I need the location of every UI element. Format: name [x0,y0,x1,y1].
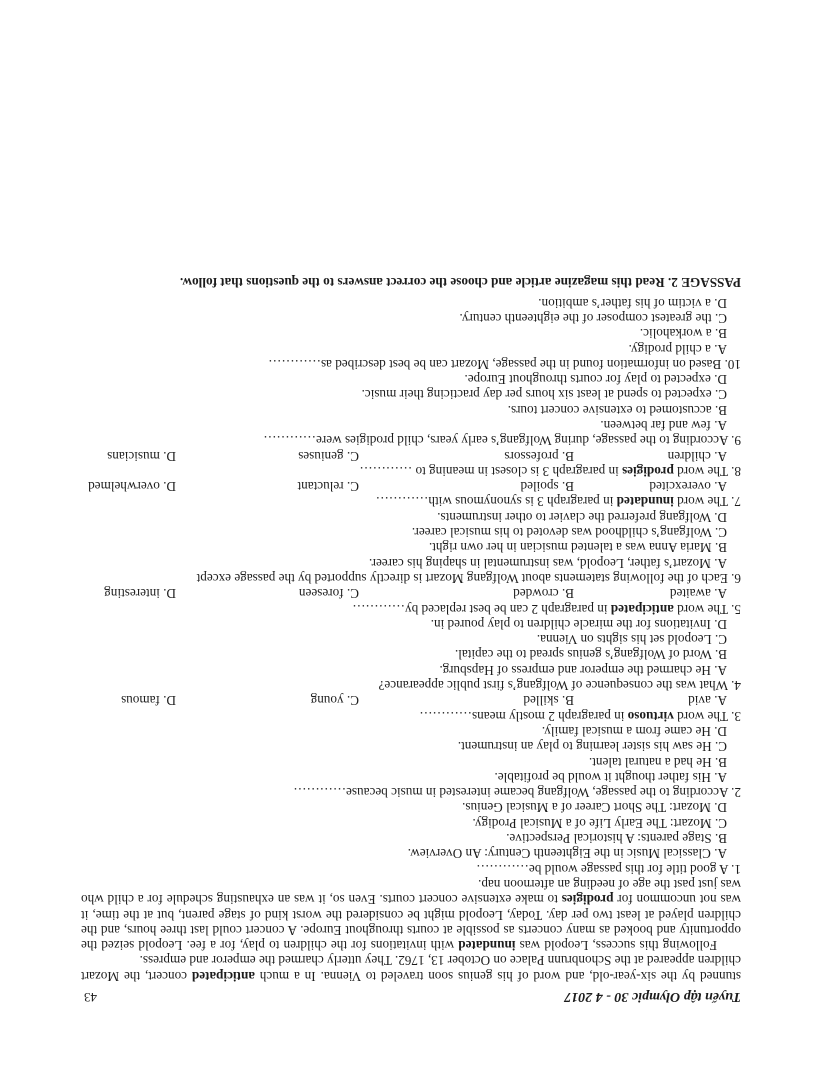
passage2-instruction: PASSAGE 2. Read this magazine article and choose the correct answers to the questions that follow. [179,275,741,291]
answer-option: D. expected to play for courts throughout Europe. [464,372,727,388]
answer-option: C. expected to spend at least six hours per day practicing their music. [361,387,727,403]
answer-option: B. Stage parents: A historical Perspective. [506,831,727,847]
page-content [81,275,741,1004]
question-stem [81,708,741,723]
bold-term: prodigies [561,892,614,908]
question-item [81,693,741,724]
answer-option: B. professors [504,448,574,464]
answer-option: B. a workaholic. [639,326,727,342]
text-run: According to the passage, Wolfgang became interested in music because………… [293,785,729,801]
question-item [81,724,741,800]
text-run: According to the passage, during Wolfgang’s early years, child prodigies were………… [263,433,729,449]
answer-option: B. skilled [523,693,574,709]
answer-option: A. a child prodigy. [628,341,727,357]
question-stem [81,601,741,616]
answer-options-row [81,448,741,463]
answer-option: C. foreseen [298,586,359,602]
answer-option: B. Word of Wolfgang’s genius spread to the capital. [454,647,727,663]
question-list [81,295,741,876]
answer-option: D. Mozart: The Short Career of a Musical Genius. [462,800,727,816]
answer-option: A. overexcited [649,479,727,495]
bold-term: anticipated [191,968,255,984]
answer-option: D. interesting [104,586,176,602]
text-run: Following this success, Leopold was [515,938,717,954]
text-run: The word [673,463,729,479]
question-item [81,372,741,448]
paragraph [81,877,741,953]
page-number: 43 [84,990,97,1005]
question-stem [81,464,741,479]
bold-term: inundated [458,938,516,954]
answer-option: C. geniuses [298,448,359,464]
question-number: 3. [731,708,741,724]
question-item [81,295,741,371]
text-run: What was the consequence of Wolfgang’s first public appearance? [378,678,729,694]
question-item [81,479,741,510]
answer-option: B. Maria Anna was a talented musician in her own right. [428,540,727,556]
answer-option: B. crowded [513,586,574,602]
answer-option: A. Mozart’s father, Leopold, was instrumental in shaping his career. [369,555,727,571]
text-run: in paragraph 2 can be best replaced by………… [352,601,611,617]
answer-option: C. He saw his sister learning to play an instrument. [457,739,727,755]
answer-option: A. awaited [669,586,727,602]
page-header: Tuyển tập Olympic 30 - 4 2017 [564,989,741,1004]
answer-option: D. Invitations for the miracle children to play poured in. [430,616,727,632]
question-number: 7. [731,494,741,510]
text-run: to make extensive concert courts. Even so, it was an exhausting schedule for a child who was just past the age of needing an afternoon nap. [81,876,741,908]
question-stem [81,785,741,800]
question-number: 10. [724,356,741,372]
question-item [81,448,741,479]
answer-option: C. the greatest composer of the eighteenth century. [459,310,727,326]
answer-option: D. famous [121,693,176,709]
answer-option: C. Leopold set his sights on Vienna. [536,632,727,648]
text-run: in paragraph 3 is closest in meaning to ………… [359,463,623,479]
bold-term: prodigies [622,463,674,479]
answer-option: D. overwhelmed [88,479,176,495]
answer-option: B. accustomed to extensive concert tours. [507,402,727,418]
question-number: 4. [731,678,741,694]
passage-body [81,877,741,984]
answer-option: B. He had a natural talent. [588,754,727,770]
text-run: in paragraph 2 mostly means………… [419,708,628,724]
question-stem [81,357,741,372]
question-stem [81,678,741,693]
question-stem [81,571,741,586]
text-run: A good title for this passage would be………… [476,861,729,877]
answer-options-row [81,586,741,601]
bold-term: anticipated [610,601,674,617]
question-stem [81,433,741,448]
answer-options-row [81,479,741,494]
question-item [81,617,741,693]
text-run: stunned by the six-year-old, and word of his genius soon traveled to Vienna. In a much [254,968,741,984]
text-run: in paragraph 3 is synonymous with………… [375,494,617,510]
text-run: Each of the following statements about Wolfgang Mozart is directly supported by the passage except [196,570,728,586]
answer-option: C. Mozart: The Early Life of a Musical Prodigy. [472,815,727,831]
answer-option: A. few and far between. [600,418,727,434]
question-number: 9. [731,433,741,449]
question-item [81,800,741,876]
text-run: The word [673,708,729,724]
text-run: with invitations for the children to play, for a fee. Leopold seized the opportunity and booked as many concerts as possible at courts throughout Europe. A concert could last three hours, and the children played at least two per day. Today, Leopold might be considered the worst kind of stage parent, but at the time, it was not uncommon for [81,892,741,954]
question-stem [81,494,741,509]
answer-option: A. children [667,448,727,464]
answer-option: A. His father thought it would be profitable. [494,769,727,785]
question-number: 8. [731,463,741,479]
text-run: The word [673,601,729,617]
text-run: concert, the Mozart children appeared at the Schonbrunn Palace on October 13, 1762. They utterly charmed the emperor and empress. [81,953,741,984]
text-run: Based on information found in the passage, Mozart can be best described as………… [268,356,722,372]
text-run: The word [673,494,729,510]
question-item [81,586,741,617]
answer-option: C. reluctant [297,479,359,495]
question-number: 2. [731,785,741,801]
question-number: 6. [731,570,741,586]
answer-options-row [81,693,741,708]
question-item [81,510,741,586]
answer-option: D. a victim of his father’s ambition. [538,295,727,311]
question-number: 5. [731,601,741,617]
answer-option: A. Classical Music in the Eighteenth Century: An Overview. [407,846,727,862]
answer-option: A. He charmed the emperor and empress of Hapsburg. [439,662,727,678]
answer-option: C. Wolfgang’s childhood was devoted to his musical career. [411,525,727,541]
answer-option: D. musicians [107,448,176,464]
paragraph [81,953,741,984]
bold-term: virtuoso [627,708,674,724]
answer-option: C. young [310,693,359,709]
answer-option: B. spoiled [520,479,574,495]
bold-term: inundated [616,494,674,510]
question-stem [81,861,741,876]
answer-option: A. avid [688,693,727,709]
question-number: 1. [731,861,741,877]
answer-option: D. He came from a musical family. [541,723,727,739]
answer-option: D. Wolfgang preferred the clavier to other instruments. [437,509,727,525]
